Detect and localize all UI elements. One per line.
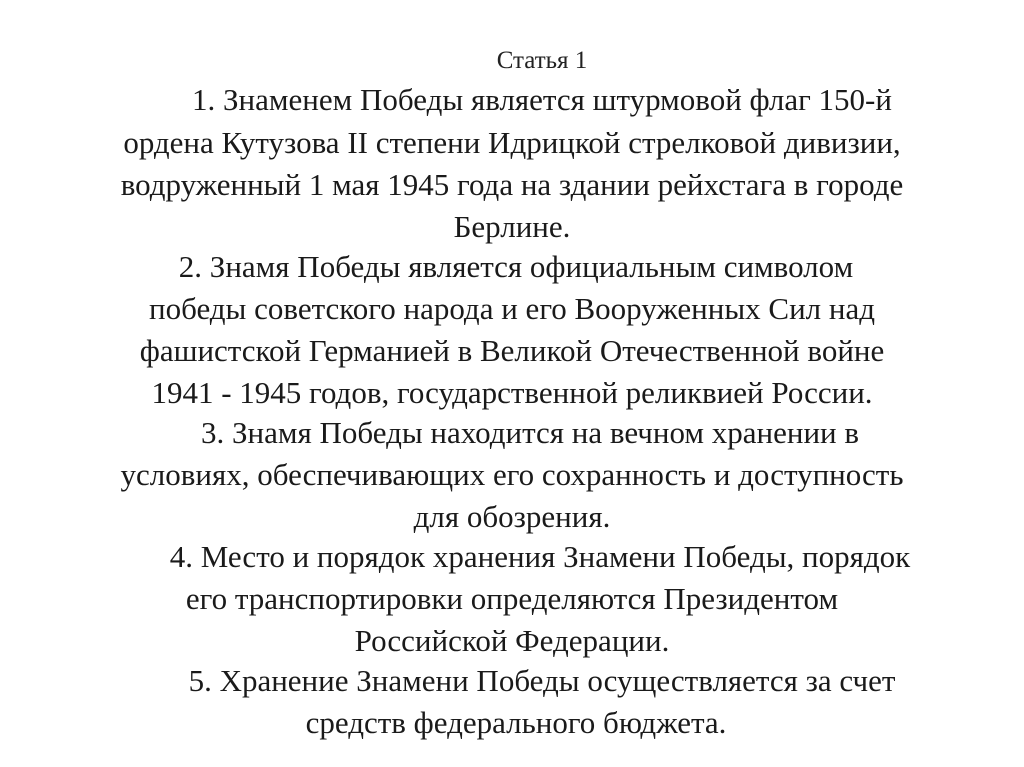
paragraph-2-line-1: 2. Знамя Победы является официальным символом	[178, 249, 854, 284]
paragraph-2-line-4: 1941 - 1945 годов, государственной реликвией России.	[151, 375, 873, 410]
paragraph-3-line-1: 3. Знамя Победы находится на вечном хранении в	[200, 415, 860, 450]
paragraph-1-line-2: ордена Кутузова II степени Идрицкой стрелковой дивизии,	[123, 125, 901, 160]
paragraph-3-line-3: для обозрения.	[413, 499, 611, 534]
paragraph-1-line-3: водруженный 1 мая 1945 года на здании рейхстага в городе	[120, 167, 904, 202]
paragraph-1-line-1: 1. Знаменем Победы является штурмовой флаг 150-й	[192, 82, 892, 117]
paragraph-2-line-3: фашистской Германией в Великой Отечественной войне	[139, 333, 885, 368]
paragraph-4-line-3: Российской Федерации.	[354, 623, 670, 658]
paragraph-4-line-1: 4. Место и порядок хранения Знамени Победы, порядок	[169, 539, 911, 574]
paragraph-3-line-2: условиях, обеспечивающих его сохранность и доступность	[120, 457, 904, 492]
paragraph-1-line-4: Берлине.	[453, 209, 571, 244]
paragraph-2-line-2: победы советского народа и его Вооруженных Сил над	[148, 291, 876, 326]
paragraph-5-line-2: средств федерального бюджета.	[305, 705, 727, 740]
article-heading: Статья 1	[496, 47, 588, 74]
paragraph-5-line-1: 5. Хранение Знамени Победы осуществляется за счет	[188, 663, 896, 698]
paragraph-4-line-2: его транспортировки определяются Президентом	[185, 581, 839, 616]
